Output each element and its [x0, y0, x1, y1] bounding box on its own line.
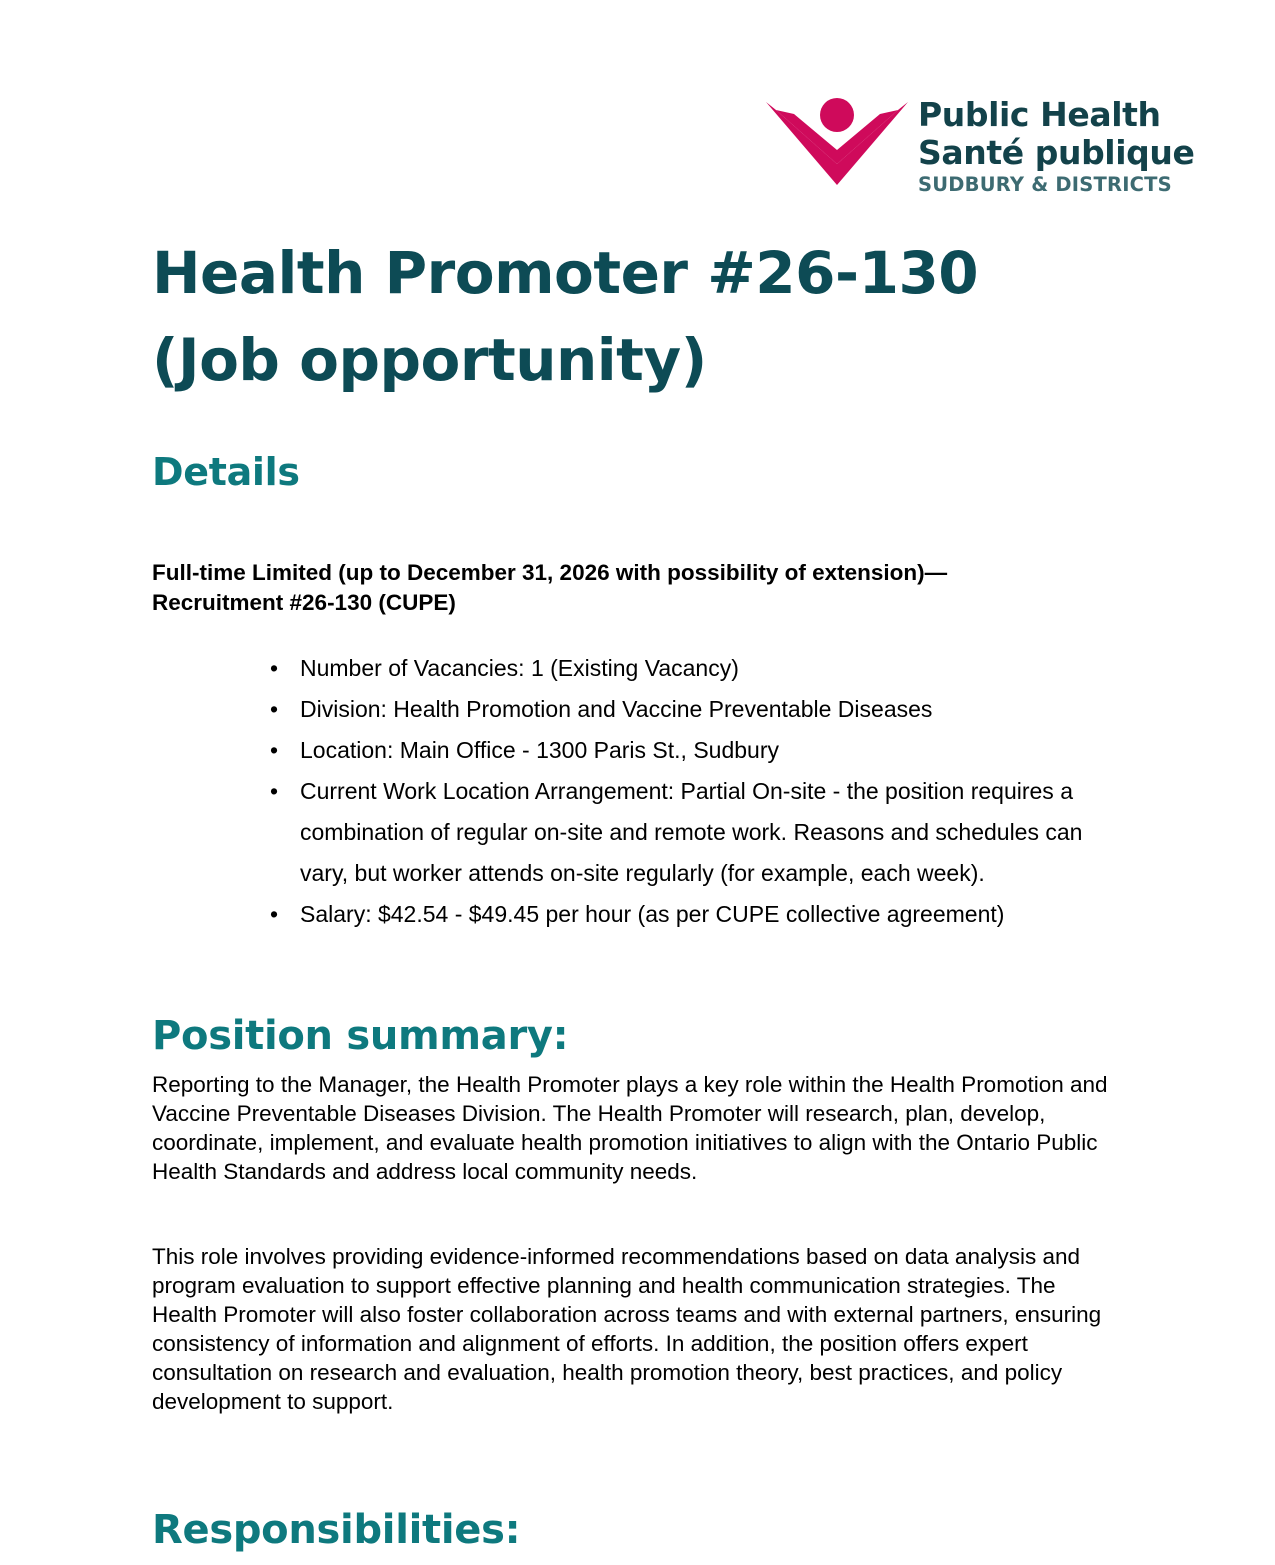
- bullet-icon: •: [270, 737, 279, 763]
- bullet-icon: •: [270, 778, 279, 804]
- page-title: Health Promoter #26-130 (Job opportunity): [152, 239, 979, 394]
- logo-wordmark: [912, 88, 1194, 197]
- logo-line-public-health: Public Health: [918, 95, 1161, 134]
- list-item: [268, 648, 1098, 689]
- list-item-label: Number of Vacancies: 1 (Existing Vacancy): [300, 655, 739, 681]
- details-lede-text: Full-time Limited (up to December 31, 2026 with possibility of extension)—Recruitment #26-130 (CUPE): [152, 560, 948, 615]
- list-item: [268, 730, 1098, 771]
- section-heading-position-summary: Position summary:: [152, 1013, 569, 1059]
- list-item-label: Division: Health Promotion and Vaccine Preventable Diseases: [300, 696, 933, 722]
- details-bullet-list: [268, 648, 1098, 935]
- list-item-label: Current Work Location Arrangement: Partial On-site - the position requires a combination of regular on-site and remote work. Reasons and schedules can vary, but worker attends on-site regularly (for example, each week).: [300, 778, 1083, 886]
- public-health-person-v-icon: [762, 88, 912, 188]
- bullet-icon: •: [270, 655, 279, 681]
- list-item-label: Salary: $42.54 - $49.45 per hour (as per CUPE collective agreement): [300, 901, 1005, 927]
- list-item: [268, 689, 1098, 730]
- position-summary-paragraph-2: This role involves providing evidence-informed recommendations based on data analysis and program evaluation to support effective planning and health communication strategies. The Health Promoter will also foster collaboration across teams and with external partners, ensuring consistency of information and alignment of efforts. In addition, the position offers expert consultation on research and evaluation, health promotion theory, best practices, and policy development to support.: [152, 1244, 1102, 1414]
- bullet-icon: •: [270, 901, 279, 927]
- list-item: [268, 894, 1098, 935]
- list-item-label: Location: Main Office - 1300 Paris St., Sudbury: [300, 737, 779, 763]
- section-heading-details: Details: [152, 450, 300, 494]
- logo-line-sudbury-districts: SUDBURY & DISTRICTS: [918, 173, 1172, 196]
- organization-logo: [762, 88, 1195, 198]
- position-summary-paragraph-1: Reporting to the Manager, the Health Promoter plays a key role within the Health Promotion and Vaccine Preventable Diseases Division. The Health Promoter will research, plan, develop, coordinate, implement, and evaluate health promotion initiatives to align with the Ontario Public Health Standards and address local community needs.: [152, 1072, 1108, 1184]
- list-item: [268, 771, 1098, 894]
- section-heading-responsibilities: Responsibilities:: [152, 1507, 521, 1553]
- bullet-icon: •: [270, 696, 279, 722]
- logo-line-sante-publique: Santé publique: [918, 133, 1195, 172]
